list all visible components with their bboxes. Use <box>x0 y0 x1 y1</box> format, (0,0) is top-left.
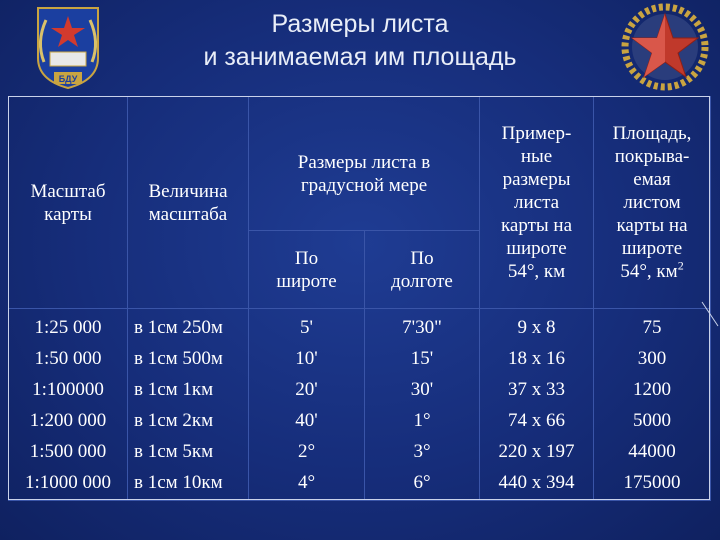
header-approx-size: Пример- ные размеры листа карты на широте 54°, км <box>480 97 594 309</box>
red-star-emblem-icon <box>620 2 710 92</box>
header-area: Площадь, покрыва- емая листом карты на широте 54°, $км^2$ <box>594 97 711 309</box>
cell-scale: 1:200 000 <box>29 409 107 431</box>
crest-label: БДУ <box>58 74 78 84</box>
cell-area: 75 <box>642 316 662 338</box>
column-latitude <box>249 309 365 501</box>
cell-magnitude: в 1см 5км <box>134 440 214 462</box>
title-line-1: Размеры листа <box>271 10 449 38</box>
cell-scale: 1:1000 000 <box>24 471 112 493</box>
column-area <box>594 309 711 501</box>
cell-latitude: 20' <box>295 378 318 400</box>
header-sheet-size: Размеры листа в градусной мере <box>249 97 480 231</box>
cell-longitude: 7'30" <box>402 316 442 338</box>
cell-latitude: 2° <box>297 440 316 462</box>
cell-longitude: 30' <box>410 378 434 400</box>
header-magnitude: Величина масштаба <box>128 97 249 309</box>
cell-area: 175000 <box>623 471 681 493</box>
cell-longitude: 1° <box>413 409 431 431</box>
cell-longitude: 6° <box>413 471 431 493</box>
university-crest-icon <box>28 2 108 92</box>
cell-area: 44000 <box>628 440 676 462</box>
header-scale: Масштаб карты <box>9 97 128 309</box>
cell-size: 440 x 394 <box>498 471 575 493</box>
page-title <box>150 8 570 74</box>
cell-area: 1200 <box>633 378 672 400</box>
cell-latitude: 4° <box>297 471 316 493</box>
cell-magnitude: в 1см 250м <box>134 316 223 338</box>
decorative-stroke-icon <box>700 300 720 330</box>
cell-area: 5000 <box>633 409 672 431</box>
cell-size: 18 x 16 <box>508 347 566 369</box>
cell-size: 9 x 8 <box>517 316 556 338</box>
cell-magnitude: в 1см 500м <box>134 347 223 369</box>
column-longitude <box>365 309 480 501</box>
cell-size: 220 x 197 <box>498 440 575 462</box>
cell-scale: 1:100000 <box>32 378 104 400</box>
cell-area: 300 <box>637 347 667 369</box>
cell-longitude: 3° <box>413 440 431 462</box>
column-scale <box>9 309 128 501</box>
cell-scale: 1:500 000 <box>29 440 107 462</box>
cell-size: 74 x 66 <box>508 409 566 431</box>
cell-scale: 1:25 000 <box>34 316 102 338</box>
cell-scale: 1:50 000 <box>34 347 102 369</box>
column-magnitude <box>128 309 249 501</box>
cell-size: 37 x 33 <box>508 378 566 400</box>
cell-latitude: 5' <box>300 316 313 338</box>
cell-magnitude: в 1см 10км <box>134 471 223 493</box>
cell-latitude: 10' <box>295 347 318 369</box>
title-line-2: и занимаемая им площадь <box>203 43 517 71</box>
header-longitude: По долготе <box>365 231 480 309</box>
column-size <box>480 309 594 501</box>
cell-longitude: 15' <box>410 347 434 369</box>
header-latitude: По широте <box>249 231 365 309</box>
sheet-size-table <box>8 96 711 501</box>
cell-magnitude: в 1см 2км <box>134 409 214 431</box>
cell-magnitude: в 1см 1км <box>134 378 214 400</box>
cell-latitude: 40' <box>295 409 318 431</box>
